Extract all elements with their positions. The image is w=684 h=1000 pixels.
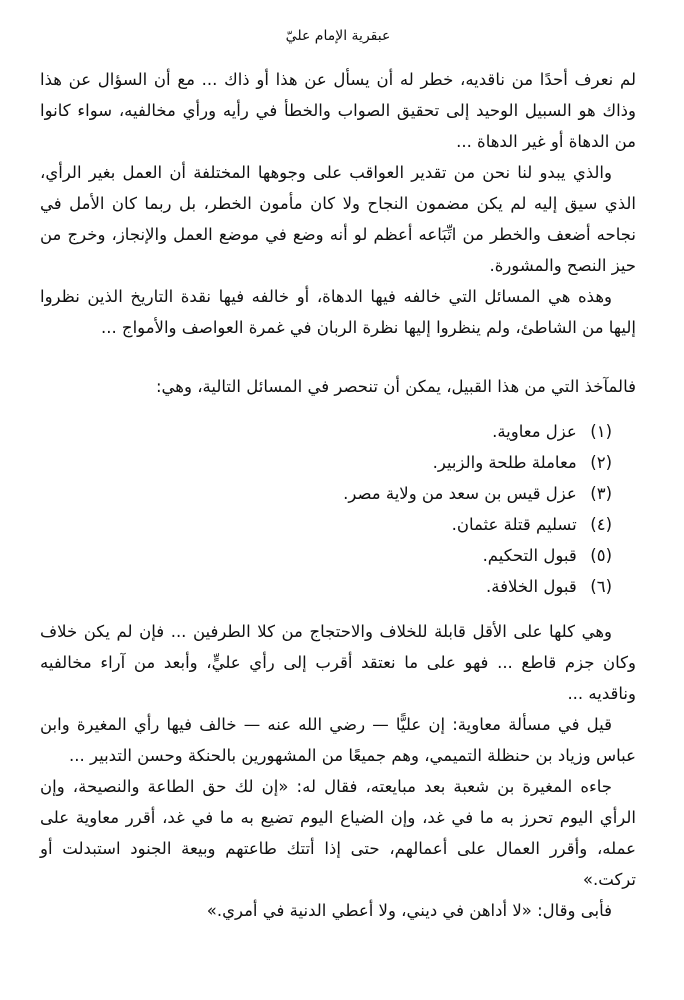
paragraph: وهي كلها على الأقل قابلة للخلاف والاحتجاج من كلا الطرفين ... فإن لم يكن خلاف وكان جزم قاطع ... فهو على ما نعتقد أقرب إلى رأي عليٍّ، وأبعد من آراء مخالفيه وناقديه ... (40, 622, 636, 703)
paragraph: وهذه هي المسائل التي خالفه فيها الدهاة، أو خالفه فيها نقدة التاريخ الذين نظروا إليها من الشاطئ، ولم ينظروا إليها نظرة الربان في غمرة العواصف والأمواج ... (40, 287, 636, 337)
list-item (40, 509, 636, 540)
paragraph: قيل في مسألة معاوية: إن عليًّا — رضي الله عنه — خالف فيها رأي المغيرة وابن عباس وزياد بن حنظلة التميمي، وهم جميعًا من المشهورين بالحنكة وحسن التدبير ... (40, 715, 636, 765)
item-text: عزل قيس بن سعد من ولاية مصر. (343, 484, 577, 503)
paragraph-gap (40, 602, 636, 616)
item-number: (٥) (590, 546, 612, 565)
item-number: (٦) (590, 577, 612, 596)
paragraph: فأبى وقال: «لا أداهن في ديني، ولا أعطي الدنية في أمري.» (206, 901, 612, 920)
item-text: قبول التحكيم. (482, 546, 577, 565)
item-text: تسليم قتلة عثمان. (451, 515, 577, 534)
paragraph: والذي يبدو لنا نحن من تقدير العواقب على وجوهها المختلفة أن العمل بغير الرأي، الذي سيق إليه لم يكن مضمون النجاح ولا كان مأمون الخطر، بل ربما كان الأمل في نجاحه أضعف والخطر من اتِّبَاعه أعظم لو أنه وضع في موضع العمل والإنجاز، وخرج من حيز النصح والمشورة. (40, 163, 636, 275)
running-title: عبقرية الإمام عليّ (285, 28, 391, 44)
paragraph: لم نعرف أحدًا من ناقديه، خطر له أن يسأل عن هذا أو ذاك ... مع أن السؤال عن هذا وذاك هو السبيل الوحيد إلى تحقيق الصواب والخطأ في رأيه ورأي مخالفيه، سواء كانوا من الدهاة أو غير الدهاة ... (40, 70, 636, 151)
list-item (40, 447, 636, 478)
item-text: معاملة طلحة والزبير. (432, 453, 577, 472)
item-number: (١) (590, 422, 612, 441)
list-item (40, 416, 636, 447)
list-item (40, 571, 636, 602)
issues-list (40, 416, 636, 602)
paragraph-gap (40, 343, 636, 371)
item-text: قبول الخلافة. (486, 577, 577, 596)
item-number: (٣) (590, 484, 612, 503)
body-text (40, 64, 636, 926)
list-intro: فالمآخذ التي من هذا القبيل، يمكن أن تنحصر في المسائل التالية، وهي: (155, 377, 636, 396)
item-text: عزل معاوية. (492, 422, 577, 441)
list-item (40, 540, 636, 571)
paragraph-gap (40, 402, 636, 416)
paragraph: جاءه المغيرة بن شعبة بعد مبايعته، فقال له: «إن لك حق الطاعة والنصيحة، وإن الرأي اليوم تحرز به ما في غد، وإن الضياع اليوم تضيع به ما في غد، أقرر معاوية على عمله، وأقرر العمال على أعمالهم، حتى إذا أتتك طاعتهم وبيعة الجنود استبدلت أو تركت.» (40, 777, 636, 889)
list-item (40, 478, 636, 509)
item-number: (٢) (590, 453, 612, 472)
item-number: (٤) (590, 515, 612, 534)
